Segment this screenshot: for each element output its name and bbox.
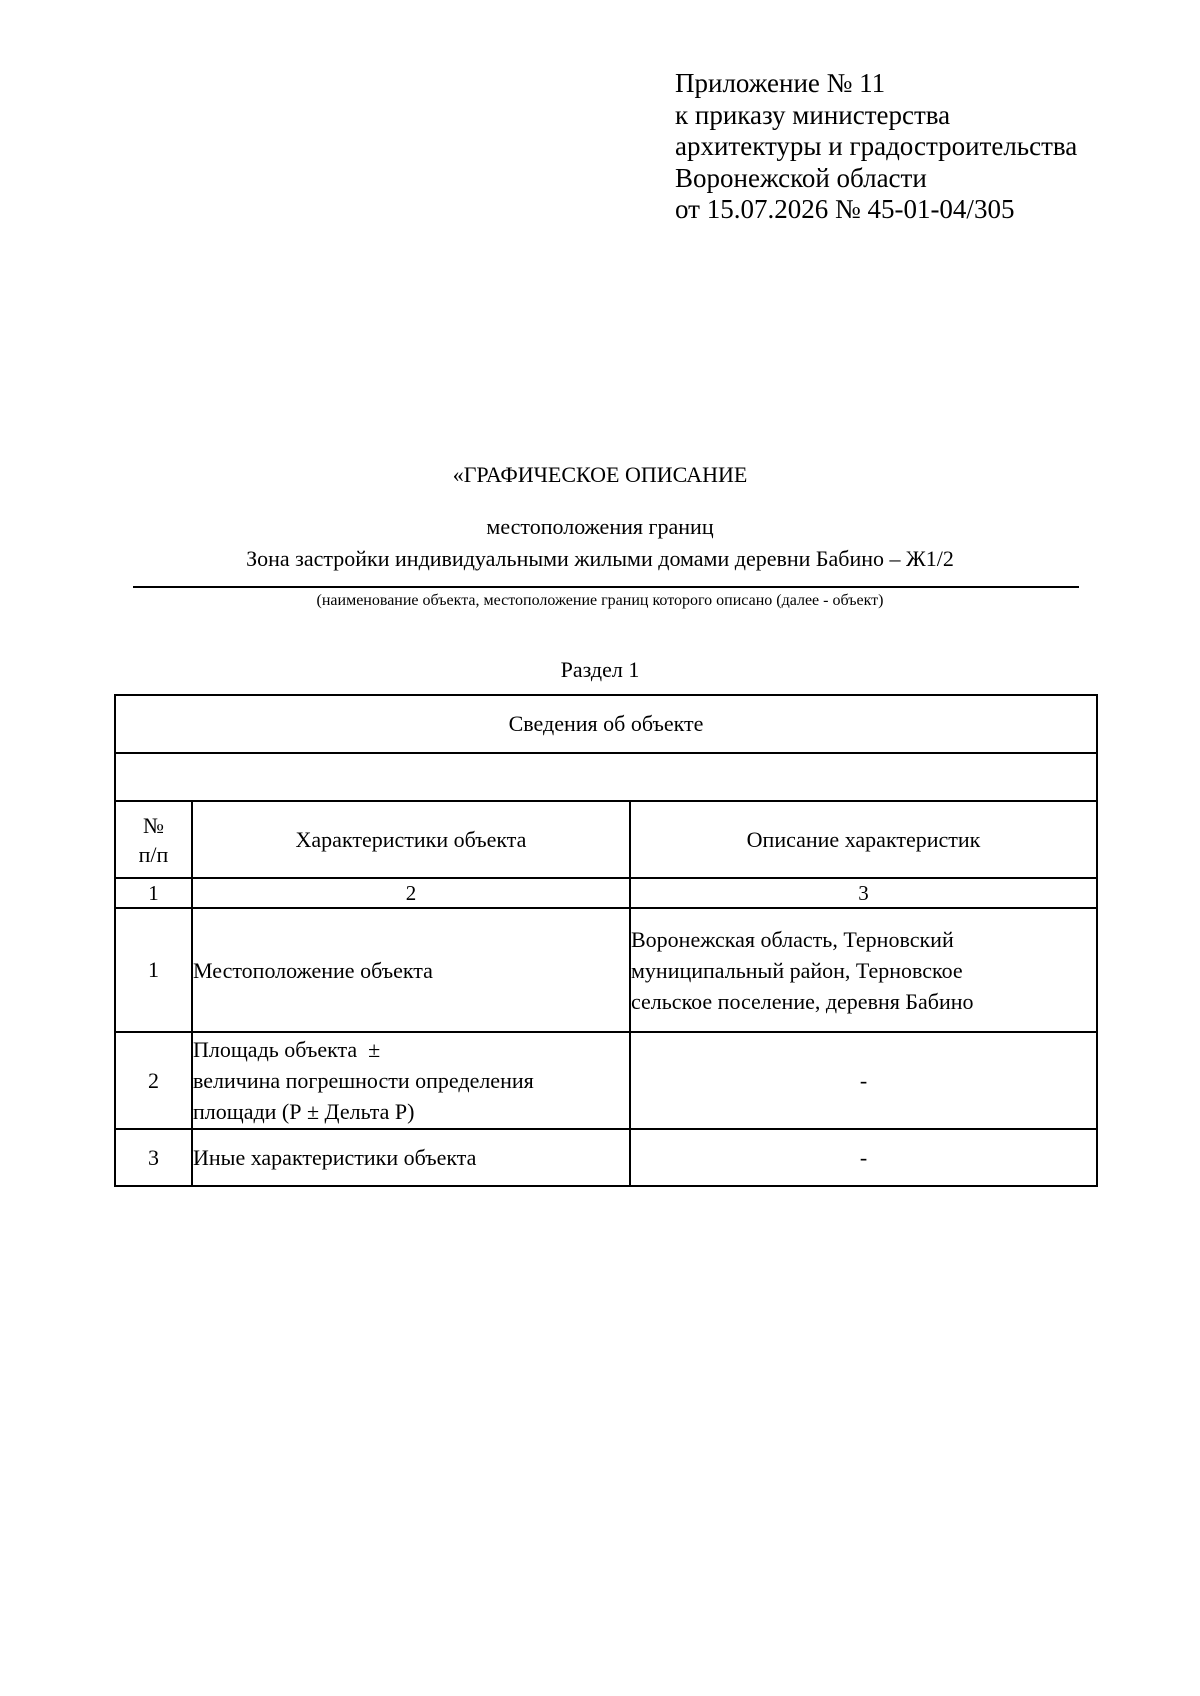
- row-characteristic-line: Иные характеристики объекта: [193, 1145, 477, 1170]
- object-name: Зона застройки индивидуальными жилыми домами деревни Бабино – Ж1/2: [246, 546, 954, 571]
- row-description: [630, 908, 1097, 1032]
- table-numbering-row: [115, 878, 1097, 908]
- row-number: 2: [115, 1032, 192, 1129]
- underline-divider: [133, 586, 1079, 588]
- row-characteristic-line: площади (Р ± Дельта Р): [193, 1099, 415, 1124]
- section-title: Раздел 1: [560, 657, 640, 682]
- header-number: [115, 801, 192, 878]
- object-name-caption: (наименование объекта, местоположение границ которого описано (далее - объект): [316, 592, 884, 609]
- column-number-2: 2: [192, 878, 630, 908]
- row-characteristic-line: Местоположение объекта: [193, 957, 433, 983]
- document-title: «ГРАФИЧЕСКОЕ ОПИСАНИЕ: [452, 462, 748, 487]
- appendix-line-2: к приказу министерства: [675, 99, 951, 130]
- row-description: -: [630, 1129, 1097, 1186]
- table-row: [115, 908, 1097, 1032]
- row-number: 3: [115, 1129, 192, 1186]
- appendix-header: [675, 68, 1077, 226]
- row-characteristic-line: Площадь объекта ±: [193, 1037, 381, 1062]
- table-empty-row: [115, 753, 1097, 801]
- table-row: [115, 1129, 1097, 1186]
- table-title-row: [115, 695, 1097, 753]
- row-description: -: [630, 1032, 1097, 1129]
- appendix-line-5: от 15.07.2026 № 45-01-04/305: [675, 194, 1015, 224]
- table-empty-cell: [115, 753, 1097, 801]
- table-header-row: [115, 801, 1097, 878]
- document-subtitle: местоположения границ: [486, 514, 714, 539]
- appendix-line-3: архитектуры и градостроительства: [675, 131, 1078, 161]
- header-number-line-1: №: [143, 812, 164, 838]
- header-characteristics: Характеристики объекта: [192, 801, 630, 878]
- row-characteristic: [192, 1129, 630, 1186]
- row-number: 1: [115, 908, 192, 1032]
- column-number-1: 1: [115, 878, 192, 908]
- row-description-line: сельское поселение, деревня Бабино: [631, 988, 974, 1014]
- appendix-line-1: Приложение № 11: [675, 68, 886, 98]
- header-description: Описание характеристик: [630, 801, 1097, 878]
- table-row: [115, 1032, 1097, 1129]
- header-number-line-2: п/п: [138, 841, 169, 867]
- row-description-line: муниципальный район, Терновское: [631, 957, 963, 983]
- appendix-line-4: Воронежской области: [675, 162, 927, 193]
- row-characteristic: [192, 1032, 630, 1129]
- row-characteristic-line: величина погрешности определения: [193, 1068, 534, 1093]
- object-info-table: [114, 694, 1098, 1187]
- row-characteristic: [192, 908, 630, 1032]
- column-number-3: 3: [630, 878, 1097, 908]
- row-description-line: Воронежская область, Терновский: [631, 926, 954, 952]
- table-title: Сведения об объекте: [115, 695, 1097, 753]
